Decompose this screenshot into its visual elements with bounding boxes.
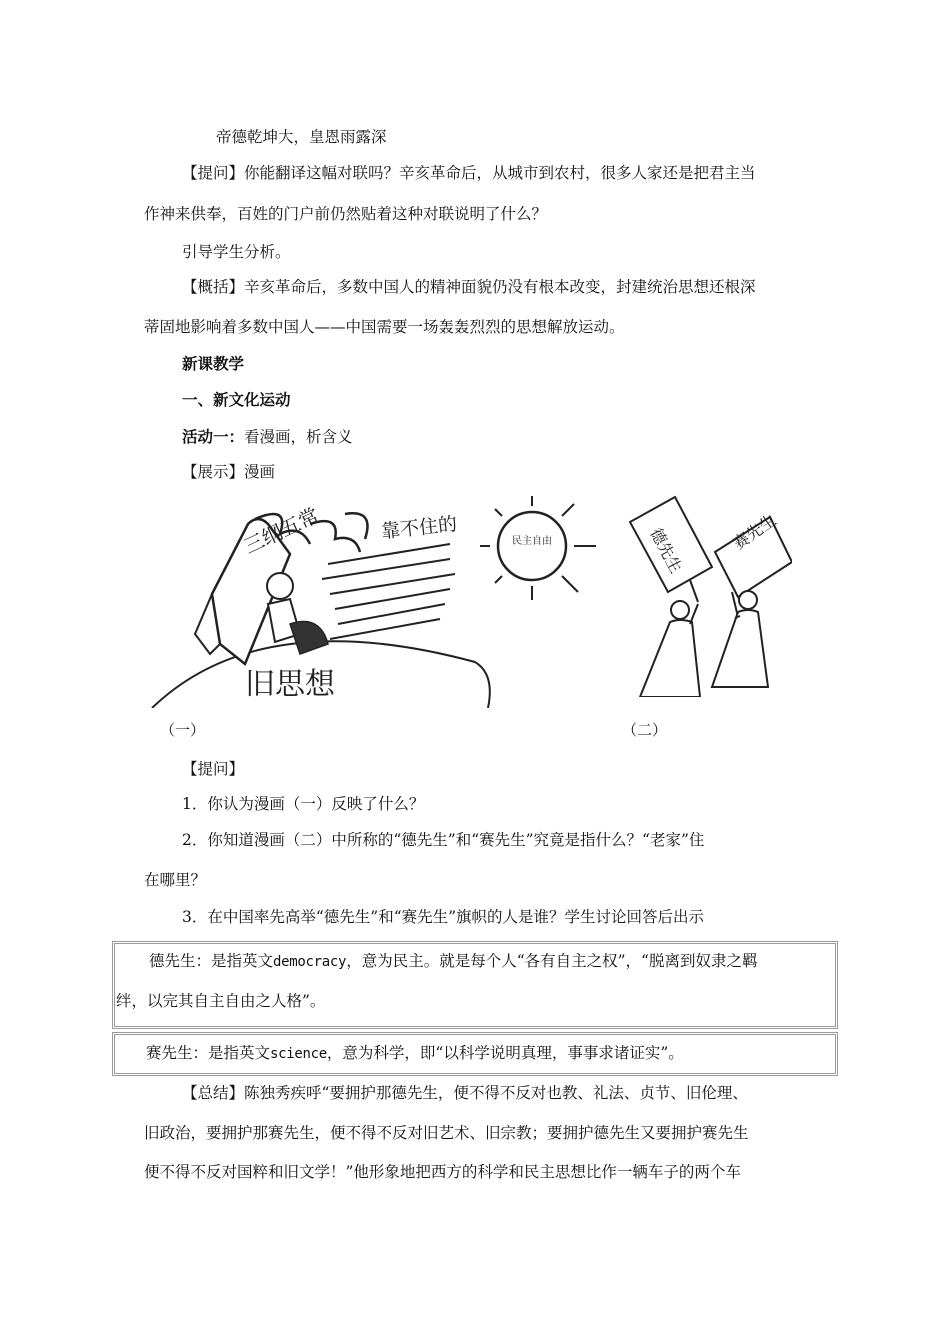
couplet-text: 帝德乾坤大，皇恩雨露深 — [216, 128, 387, 146]
democracy-term: democracy — [273, 954, 347, 970]
conclusion-line-3: 便不得不反对国粹和旧文学！”他形象地把西方的科学和民主思想比作一辆车子的两个车 — [144, 1163, 741, 1181]
ground-text: 旧思想 — [245, 667, 335, 702]
sign-two-text: 赛先生 — [729, 510, 780, 554]
activity-label: 活动一： — [182, 427, 245, 446]
question-1: 1．你认为漫画（一）反映了什么？ — [182, 795, 425, 813]
science-line — [146, 1042, 684, 1065]
show-label: 【展示】漫画 — [182, 463, 276, 481]
comic-two-caption: （二） — [622, 721, 668, 739]
guide-text: 引导学生分析。 — [182, 243, 291, 261]
science-term: science — [270, 1046, 327, 1062]
section-heading: 一、新文化运动 — [182, 390, 291, 409]
conclusion-line-2: 旧政治，要拥护那赛先生，便不得不反对旧艺术、旧宗教；要拥护德先生又要拥护赛先生 — [144, 1124, 749, 1142]
democracy-prefix: 德先生：是指英文 — [149, 952, 274, 970]
sky-text: 靠不住的 — [380, 513, 459, 543]
question-3: 3．在中国率先高举“德先生”和“赛先生”旗帜的人是谁？学生讨论回答后出示 — [182, 908, 705, 926]
sign-one-text: 德先生 — [646, 524, 686, 577]
science-prefix: 赛先生：是指英文 — [146, 1044, 271, 1062]
question-2-line-1: 2．你知道漫画（二）中所称的“德先生”和“赛先生”究竟是指什么？“老家”住 — [182, 831, 705, 849]
question-line-1: 【提问】你能翻译这幅对联吗？辛亥革命后，从城市到农村，很多人家还是把君主当 — [182, 164, 756, 182]
question-line-2: 作神来供奉，百姓的门户前仍然贴着这种对联说明了什么？ — [144, 205, 548, 223]
conclusion-line-1: 【总结】陈独秀疾呼“要拥护那德先生，便不得不反对也教、礼法、贞节、旧伦理、 — [182, 1084, 748, 1102]
comic-one-image — [150, 494, 600, 708]
question-2-line-2: 在哪里？ — [144, 871, 207, 889]
activity-line — [182, 426, 353, 448]
summary-line-1: 【概括】辛亥革命后，多数中国人的精神面貌仍没有根本改变，封建统治思想还根深 — [182, 278, 756, 296]
democracy-suffix: ，意为民主。就是每个人“各有自主之权”，“脱离到奴隶之羁 — [346, 952, 758, 970]
democracy-line-2: 绊，以完其自主自由之人格”。 — [116, 992, 326, 1010]
questions-label: 【提问】 — [182, 760, 245, 778]
democracy-line-1 — [149, 950, 757, 973]
activity-text: 看漫画，析含义 — [244, 428, 353, 446]
science-suffix: ，意为科学，即“以科学说明真理，事事求诸证实”。 — [326, 1044, 684, 1062]
lesson-heading: 新课教学 — [182, 354, 245, 373]
sun-text: 民主自由 — [512, 536, 552, 547]
tablet-text: 三纲五常 — [239, 502, 323, 559]
summary-line-2: 蒂固地影响着多数中国人——中国需要一场轰轰烈烈的思想解放运动。 — [144, 318, 625, 336]
comic-one-caption: （一） — [160, 721, 206, 739]
comic-two-image — [620, 492, 792, 697]
